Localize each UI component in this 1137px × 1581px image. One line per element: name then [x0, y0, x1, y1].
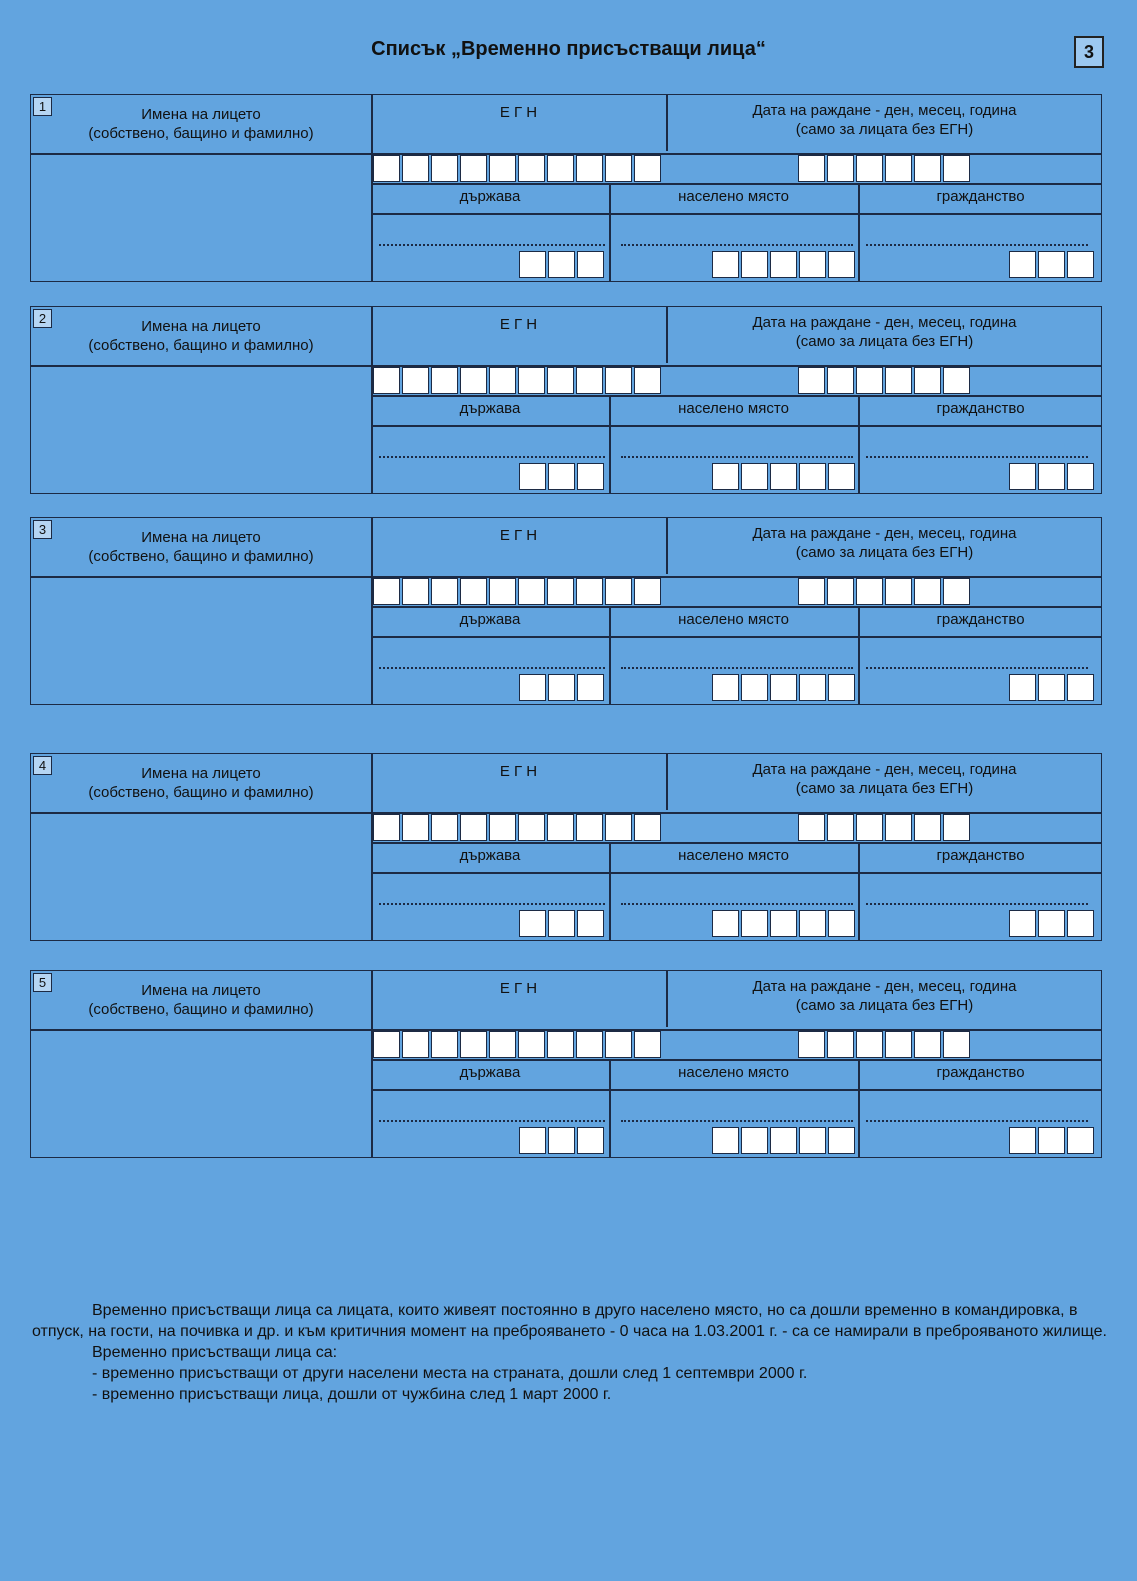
egn-boxes[interactable]: [373, 1031, 663, 1058]
country-code-boxes[interactable]: [519, 463, 606, 490]
digit-box[interactable]: [460, 814, 487, 841]
digit-box[interactable]: [576, 155, 603, 182]
digit-box[interactable]: [373, 155, 400, 182]
settlement-label: населено място: [678, 611, 789, 628]
digit-box[interactable]: [518, 367, 545, 394]
settlement-line[interactable]: [621, 1120, 853, 1122]
person-form: [30, 970, 1102, 1158]
country-label: държава: [459, 847, 521, 864]
digit-box[interactable]: [914, 578, 941, 605]
digit-box[interactable]: [373, 1031, 400, 1058]
settlement-code-boxes[interactable]: [712, 1127, 857, 1154]
dob-header-line1: Дата на раждане - ден, месец, година: [752, 525, 1017, 542]
digit-box[interactable]: [519, 251, 546, 278]
settlement-label: населено място: [678, 1064, 789, 1081]
citizenship-code-boxes[interactable]: [1009, 674, 1096, 701]
country-line[interactable]: [379, 244, 605, 246]
digit-box[interactable]: [577, 1127, 604, 1154]
person-form: [30, 94, 1102, 282]
person-number: 5: [33, 973, 52, 992]
names-header: [31, 317, 371, 355]
digit-box[interactable]: [547, 155, 574, 182]
person-form: [30, 753, 1102, 941]
country-line[interactable]: [379, 1120, 605, 1122]
digit-box[interactable]: [1009, 674, 1036, 701]
digit-box[interactable]: [856, 367, 883, 394]
digit-box[interactable]: [1038, 463, 1065, 490]
digit-box[interactable]: [402, 578, 429, 605]
digit-box[interactable]: [914, 367, 941, 394]
person-number: 1: [33, 97, 52, 116]
digit-box[interactable]: [943, 155, 970, 182]
settlement-line[interactable]: [621, 456, 853, 458]
digit-box[interactable]: [885, 814, 912, 841]
digit-box[interactable]: [373, 578, 400, 605]
egn-header: Е Г Н: [499, 527, 538, 544]
names-header-line1: Имена на лицето: [141, 765, 261, 782]
person-number: 2: [33, 309, 52, 328]
digit-box[interactable]: [402, 814, 429, 841]
digit-box[interactable]: [798, 578, 825, 605]
dob-header-line1: Дата на раждане - ден, месец, година: [752, 314, 1017, 331]
notes-paragraph-1: Временно присъстващи лица са лицата, които живеят постоянно в друго населено място, но са дошли временно в командировка, в отпуск, на гости, на почивка и др. и към критичния момент на преброяването - 0 часа на 1.03.2001 г. - са се намирали в преброяваното жилище.: [32, 1302, 1107, 1340]
names-header: [31, 105, 371, 143]
settlement-code-boxes[interactable]: [712, 910, 857, 937]
digit-box[interactable]: [519, 674, 546, 701]
country-label: държава: [459, 1064, 521, 1081]
citizenship-code-boxes[interactable]: [1009, 463, 1096, 490]
citizenship-line[interactable]: [866, 903, 1088, 905]
country-line[interactable]: [379, 903, 605, 905]
dob-boxes[interactable]: [798, 155, 972, 182]
digit-box[interactable]: [1067, 674, 1094, 701]
digit-box[interactable]: [856, 578, 883, 605]
digit-box[interactable]: [460, 1031, 487, 1058]
digit-box[interactable]: [770, 1127, 797, 1154]
digit-box[interactable]: [547, 814, 574, 841]
person-number: 4: [33, 756, 52, 775]
citizenship-label: гражданство: [936, 847, 1025, 864]
digit-box[interactable]: [1009, 463, 1036, 490]
digit-box[interactable]: [799, 251, 826, 278]
citizenship-label: гражданство: [936, 400, 1025, 417]
digit-box[interactable]: [431, 367, 458, 394]
citizenship-code-boxes[interactable]: [1009, 1127, 1096, 1154]
digit-box[interactable]: [460, 367, 487, 394]
digit-box[interactable]: [914, 1031, 941, 1058]
digit-box[interactable]: [1038, 674, 1065, 701]
person-form: [30, 517, 1102, 705]
digit-box[interactable]: [605, 367, 632, 394]
digit-box[interactable]: [519, 463, 546, 490]
digit-box[interactable]: [914, 814, 941, 841]
digit-box[interactable]: [827, 367, 854, 394]
digit-box[interactable]: [402, 1031, 429, 1058]
digit-box[interactable]: [548, 463, 575, 490]
digit-box[interactable]: [799, 910, 826, 937]
digit-box[interactable]: [885, 367, 912, 394]
digit-box[interactable]: [518, 578, 545, 605]
digit-box[interactable]: [373, 367, 400, 394]
person-form: [30, 306, 1102, 494]
names-header-line1: Имена на лицето: [141, 106, 261, 123]
digit-box[interactable]: [856, 814, 883, 841]
names-header-line2: (собствено, бащино и фамилно): [88, 784, 314, 801]
digit-box[interactable]: [1067, 251, 1094, 278]
digit-box[interactable]: [828, 910, 855, 937]
digit-box[interactable]: [914, 155, 941, 182]
names-header: [31, 981, 371, 1019]
settlement-label: населено място: [678, 847, 789, 864]
page-number: 3: [1074, 36, 1104, 68]
dob-header-line2: (само за лицата без ЕГН): [795, 780, 974, 797]
digit-box[interactable]: [519, 1127, 546, 1154]
digit-box[interactable]: [1067, 910, 1094, 937]
names-header-line2: (собствено, бащино и фамилно): [88, 337, 314, 354]
dob-header-line1: Дата на раждане - ден, месец, година: [752, 761, 1017, 778]
digit-box[interactable]: [577, 674, 604, 701]
digit-box[interactable]: [827, 155, 854, 182]
names-field[interactable]: [31, 155, 369, 279]
digit-box[interactable]: [741, 463, 768, 490]
country-line[interactable]: [379, 667, 605, 669]
digit-box[interactable]: [605, 1031, 632, 1058]
digit-box[interactable]: [518, 1031, 545, 1058]
egn-header: Е Г Н: [499, 316, 538, 333]
country-code-boxes[interactable]: [519, 251, 606, 278]
digit-box[interactable]: [431, 155, 458, 182]
digit-box[interactable]: [460, 578, 487, 605]
digit-box[interactable]: [712, 1127, 739, 1154]
names-header-line2: (собствено, бащино и фамилно): [88, 548, 314, 565]
digit-box[interactable]: [885, 1031, 912, 1058]
dob-header: [666, 760, 1103, 798]
digit-box[interactable]: [798, 367, 825, 394]
citizenship-line[interactable]: [866, 456, 1088, 458]
digit-box[interactable]: [605, 155, 632, 182]
country-code-boxes[interactable]: [519, 1127, 606, 1154]
digit-box[interactable]: [577, 463, 604, 490]
digit-box[interactable]: [1067, 463, 1094, 490]
digit-box[interactable]: [1038, 251, 1065, 278]
digit-box[interactable]: [799, 1127, 826, 1154]
digit-box[interactable]: [770, 674, 797, 701]
digit-box[interactable]: [799, 463, 826, 490]
digit-box[interactable]: [460, 155, 487, 182]
names-header: [31, 764, 371, 802]
digit-box[interactable]: [548, 251, 575, 278]
names-header-line2: (собствено, бащино и фамилно): [88, 125, 314, 142]
country-line[interactable]: [379, 456, 605, 458]
digit-box[interactable]: [741, 1127, 768, 1154]
country-code-boxes[interactable]: [519, 674, 606, 701]
digit-box[interactable]: [576, 814, 603, 841]
dob-boxes[interactable]: [798, 367, 972, 394]
country-label: държава: [459, 400, 521, 417]
digit-box[interactable]: [577, 910, 604, 937]
digit-box[interactable]: [943, 367, 970, 394]
settlement-label: населено място: [678, 400, 789, 417]
digit-box[interactable]: [518, 155, 545, 182]
egn-boxes[interactable]: [373, 814, 663, 841]
names-header-line1: Имена на лицето: [141, 529, 261, 546]
digit-box[interactable]: [856, 1031, 883, 1058]
digit-box[interactable]: [1038, 1127, 1065, 1154]
names-field[interactable]: [31, 814, 369, 938]
digit-box[interactable]: [373, 814, 400, 841]
digit-box[interactable]: [489, 1031, 516, 1058]
digit-box[interactable]: [798, 1031, 825, 1058]
notes-paragraph-2: Временно присъстващи лица са:: [92, 1344, 338, 1361]
digit-box[interactable]: [856, 155, 883, 182]
citizenship-label: гражданство: [936, 188, 1025, 205]
names-field[interactable]: [31, 578, 369, 702]
digit-box[interactable]: [1067, 1127, 1094, 1154]
settlement-code-boxes[interactable]: [712, 463, 857, 490]
digit-box[interactable]: [798, 814, 825, 841]
egn-header: Е Г Н: [499, 980, 538, 997]
digit-box[interactable]: [431, 1031, 458, 1058]
names-field[interactable]: [31, 367, 369, 491]
digit-box[interactable]: [712, 674, 739, 701]
digit-box[interactable]: [634, 1031, 661, 1058]
notes-bullet-2: - временно присъстващи лица, дошли от чужбина след 1 март 2000 г.: [92, 1386, 612, 1403]
digit-box[interactable]: [634, 367, 661, 394]
digit-box[interactable]: [770, 463, 797, 490]
digit-box[interactable]: [402, 367, 429, 394]
settlement-line[interactable]: [621, 244, 853, 246]
digit-box[interactable]: [547, 367, 574, 394]
digit-box[interactable]: [548, 1127, 575, 1154]
digit-box[interactable]: [1009, 251, 1036, 278]
dob-header: [666, 977, 1103, 1015]
dob-header-line1: Дата на раждане - ден, месец, година: [752, 978, 1017, 995]
egn-boxes[interactable]: [373, 367, 663, 394]
citizenship-line[interactable]: [866, 667, 1088, 669]
dob-header-line1: Дата на раждане - ден, месец, година: [752, 102, 1017, 119]
names-header-line1: Имена на лицето: [141, 318, 261, 335]
names-header-line2: (собствено, бащино и фамилно): [88, 1001, 314, 1018]
digit-box[interactable]: [431, 578, 458, 605]
digit-box[interactable]: [799, 674, 826, 701]
citizenship-label: гражданство: [936, 1064, 1025, 1081]
digit-box[interactable]: [828, 251, 855, 278]
citizenship-label: гражданство: [936, 611, 1025, 628]
citizenship-line[interactable]: [866, 1120, 1088, 1122]
dob-boxes[interactable]: [798, 578, 972, 605]
digit-box[interactable]: [943, 578, 970, 605]
digit-box[interactable]: [828, 463, 855, 490]
digit-box[interactable]: [548, 674, 575, 701]
dob-header-line2: (само за лицата без ЕГН): [795, 997, 974, 1014]
digit-box[interactable]: [576, 578, 603, 605]
country-code-boxes[interactable]: [519, 910, 606, 937]
digit-box[interactable]: [489, 367, 516, 394]
digit-box[interactable]: [770, 251, 797, 278]
digit-box[interactable]: [827, 814, 854, 841]
digit-box[interactable]: [576, 367, 603, 394]
dob-header-line2: (само за лицата без ЕГН): [795, 333, 974, 350]
digit-box[interactable]: [634, 578, 661, 605]
digit-box[interactable]: [576, 1031, 603, 1058]
digit-box[interactable]: [885, 155, 912, 182]
digit-box[interactable]: [741, 674, 768, 701]
settlement-line[interactable]: [621, 667, 853, 669]
egn-header: Е Г Н: [499, 104, 538, 121]
digit-box[interactable]: [828, 674, 855, 701]
egn-boxes[interactable]: [373, 155, 663, 182]
digit-box[interactable]: [518, 814, 545, 841]
digit-box[interactable]: [798, 155, 825, 182]
digit-box[interactable]: [770, 910, 797, 937]
names-field[interactable]: [31, 1031, 369, 1155]
digit-box[interactable]: [712, 251, 739, 278]
digit-box[interactable]: [1038, 910, 1065, 937]
digit-box[interactable]: [548, 910, 575, 937]
digit-box[interactable]: [885, 578, 912, 605]
settlement-line[interactable]: [621, 903, 853, 905]
digit-box[interactable]: [1009, 910, 1036, 937]
digit-box[interactable]: [741, 251, 768, 278]
digit-box[interactable]: [827, 578, 854, 605]
citizenship-code-boxes[interactable]: [1009, 910, 1096, 937]
settlement-code-boxes[interactable]: [712, 251, 857, 278]
digit-box[interactable]: [634, 814, 661, 841]
digit-box[interactable]: [547, 1031, 574, 1058]
digit-box[interactable]: [605, 814, 632, 841]
egn-boxes[interactable]: [373, 578, 663, 605]
digit-box[interactable]: [402, 155, 429, 182]
digit-box[interactable]: [827, 1031, 854, 1058]
digit-box[interactable]: [489, 814, 516, 841]
digit-box[interactable]: [943, 1031, 970, 1058]
digit-box[interactable]: [712, 910, 739, 937]
citizenship-line[interactable]: [866, 244, 1088, 246]
settlement-code-boxes[interactable]: [712, 674, 857, 701]
country-label: държава: [459, 188, 521, 205]
names-header: [31, 528, 371, 566]
dob-header: [666, 524, 1103, 562]
digit-box[interactable]: [712, 463, 739, 490]
dob-boxes[interactable]: [798, 814, 972, 841]
digit-box[interactable]: [605, 578, 632, 605]
notes-bullet-1: - временно присъстващи от други населени места на страната, дошли след 1 септември 2000 г.: [92, 1365, 808, 1382]
notes-section: [32, 1300, 1107, 1405]
dob-header: [666, 101, 1103, 139]
names-header-line1: Имена на лицето: [141, 982, 261, 999]
egn-header: Е Г Н: [499, 763, 538, 780]
digit-box[interactable]: [489, 155, 516, 182]
digit-box[interactable]: [489, 578, 516, 605]
dob-header: [666, 313, 1103, 351]
digit-box[interactable]: [577, 251, 604, 278]
digit-box[interactable]: [431, 814, 458, 841]
dob-header-line2: (само за лицата без ЕГН): [795, 544, 974, 561]
page-title: Списък „Временно присъстващи лица“: [371, 38, 766, 60]
digit-box[interactable]: [1009, 1127, 1036, 1154]
dob-header-line2: (само за лицата без ЕГН): [795, 121, 974, 138]
person-number: 3: [33, 520, 52, 539]
settlement-label: населено място: [678, 188, 789, 205]
dob-boxes[interactable]: [798, 1031, 972, 1058]
digit-box[interactable]: [634, 155, 661, 182]
digit-box[interactable]: [741, 910, 768, 937]
digit-box[interactable]: [519, 910, 546, 937]
country-label: държава: [459, 611, 521, 628]
digit-box[interactable]: [828, 1127, 855, 1154]
digit-box[interactable]: [547, 578, 574, 605]
citizenship-code-boxes[interactable]: [1009, 251, 1096, 278]
digit-box[interactable]: [943, 814, 970, 841]
